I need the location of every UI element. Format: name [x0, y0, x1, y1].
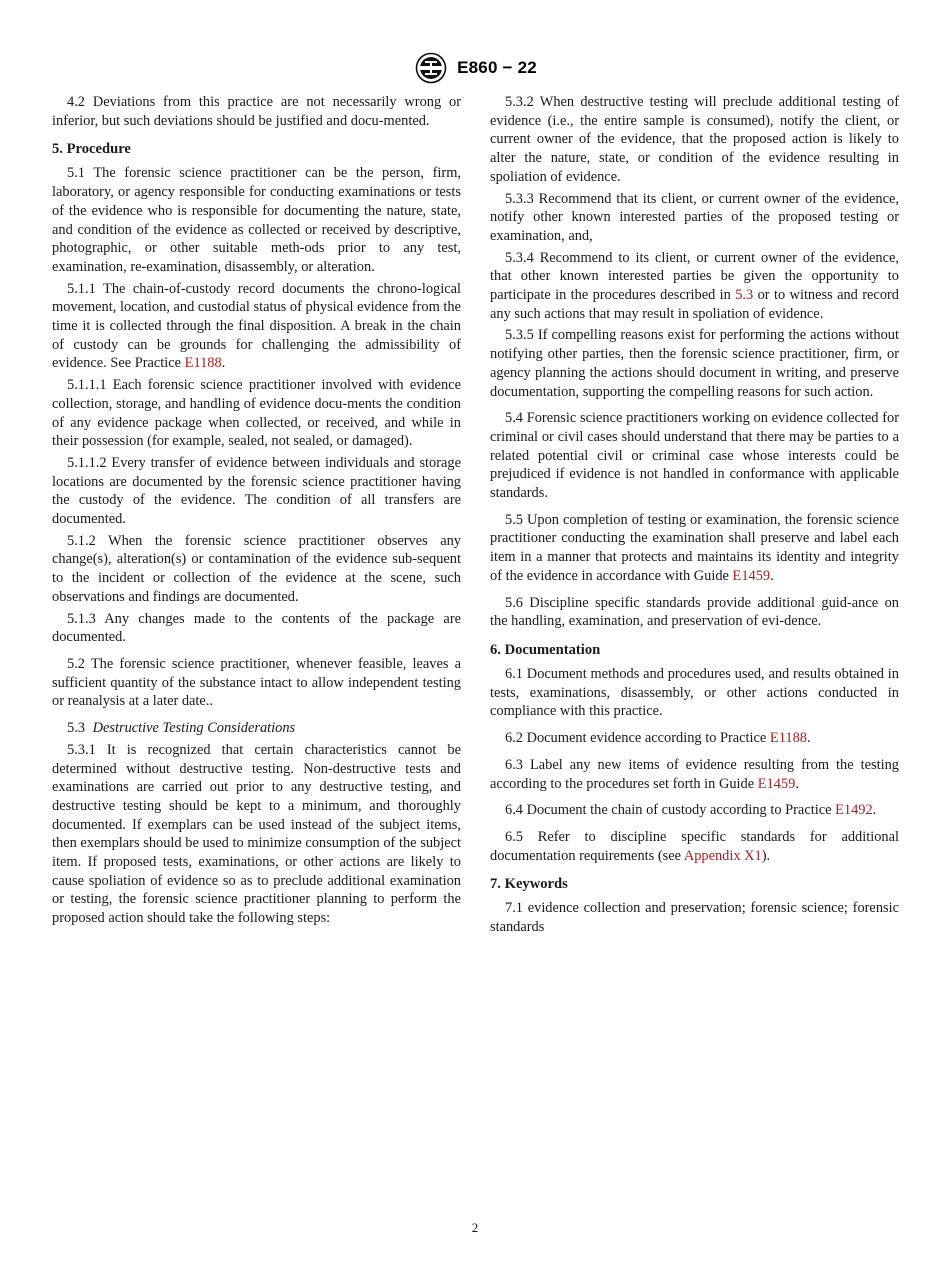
para-5-1-1: 5.1.1 The chain-of-custody record documents the chrono-logical movement, location, and custodial status of physical evidence from the time it is collected through the final disposition. A break in the chain of custody can be grounds for challenging the admissibility of evidence. See Practice E1188. [52, 280, 461, 372]
right-column [490, 93, 899, 940]
para-5-3-4-text-a: 5.3.4 Recommend to its client, or current owner of the evidence, that other known interested parties be given the opportunity to participate in the procedures described in [490, 249, 899, 304]
para-5-3-1: 5.3.1 It is recognized that certain characteristics cannot be determined without destructive testing. Non-destructive tests and examinations are carried out prior to any destructive testing, and destructive testing should be kept to a minimum, and thoroughly documented. If exemplars can be used instead of the subject items, then exemplars should be used to minimize consumption of the subject item. If proposed tests, examinations, or other actions are likely to cause spoliation of evidence so as to preclude additional examination or testing, the forensic science practitioner planning to perform the proposed action should take the following steps: [52, 741, 461, 927]
para-5-1-2: 5.1.2 When the forensic science practitioner observes any change(s), alteration(s) or contamination of the evidence sub-sequent to the incident or collection of the evidence at the scene, such observations and findings are documented. [52, 532, 461, 605]
para-6-2: 6.2 Document evidence according to Practice E1188. [505, 730, 811, 747]
para-5-4: 5.4 Forensic science practitioners working on evidence collected for criminal or civil cases should understand that there may be parties to a related potential civil or criminal case whose interests could be prejudiced if evidence is not handled in conformance with applicable standards. [490, 410, 899, 502]
para-5-1-3: 5.1.3 Any changes made to the contents of the package are documented. [52, 610, 461, 646]
para-6-4: 6.4 Document the chain of custody according to Practice E1492. [505, 802, 877, 819]
para-6-1: 6.1 Document methods and procedures used, and results obtained in tests, examinations, disassembly, or other actions conducted in compliance with this practice. [490, 665, 899, 720]
para-5-1-1-text: 5.1.1 The chain-of-custody record documents the chrono-logical movement, location, and custodial status of physical evidence from the time it is collected through the final disposition. A break in the chain of custody can be grounds for challenging the admissibility of evidence. See Practice [52, 280, 461, 372]
para-5-3-3: 5.3.3 Recommend that its client, or current owner of the evidence, notify other known interested parties of the proposed testing or examination, and, [490, 190, 899, 244]
link-e1459-2[interactable]: E1459 [757, 775, 796, 792]
document-id: E860 − 22 [457, 58, 537, 77]
link-5-3[interactable]: 5.3 [735, 287, 754, 304]
link-appendix-x1[interactable]: Appendix X1 [683, 847, 762, 864]
para-5-5-text: 5.5 Upon completion of testing or examination, the forensic science practitioner conducting the examination shall preserve and label each item in a manner that protects and maintains its identity and integrity of the evidence in accordance with Guide [490, 511, 899, 584]
link-e1188[interactable]: E1188 [184, 355, 222, 372]
astm-logo-icon [413, 52, 449, 84]
para-4-2: 4.2 Deviations from this practice are not necessarily wrong or inferior, but such deviations should be justified and docu-mented. [52, 94, 461, 129]
para-6-5-text-a: 6.5 Refer to discipline specific standards for additional documentation requirements (see [490, 828, 899, 864]
para-5-1-1-1: 5.1.1.1 Each forensic science practitioner involved with evidence collection, storage, and handling of evidence docu-ments the condition of any evidence package when collected, or received, and while in their possession (for example, sealed, not sealed, or damaged). [52, 377, 461, 450]
link-e1459[interactable]: E1459 [732, 567, 771, 584]
page-header [0, 52, 950, 84]
para-5-1: 5.1 The forensic science practitioner can be the person, firm, laboratory, or agency responsible for conducting examinations or tests of the evidence who is responsible for documenting the nature, state, and condition of the evidence as collected or received by descriptive, photographic, or other suitable meth-ods prior to any test, examination, re-examination, disassembly, or alteration. [52, 165, 461, 275]
para-5-2: 5.2 The forensic science practitioner, whenever feasible, leaves a sufficient quantity of the substance intact to allow independent testing or reanalysis at a later date.. [52, 655, 461, 710]
para-5-3-4-text-b: or to witness and record any such actions that may result in spoliation of evidence. [490, 287, 900, 322]
para-7-1: 7.1 evidence collection and preservation; forensic science; forensic standards [490, 900, 899, 936]
para-5-3-5: 5.3.5 If compelling reasons exist for performing the actions without notifying other parties, then the forensic science practitioner, firm, or agency planning the actions should document in writing, and preserve documentation, supporting the compelling reasons for such action. [490, 327, 899, 400]
para-6-3-text: 6.3 Label any new items of evidence resulting from the testing according to the procedures set forth in Guide [490, 756, 899, 792]
para-6-5 [490, 828, 899, 865]
page-number: 2 [471, 1220, 479, 1235]
left-column [52, 93, 461, 931]
para-6-3: 6.3 Label any new items of evidence resulting from the testing according to the procedures set forth in Guide E1459. [490, 756, 899, 792]
para-5-3-title: Destructive Testing Considerations [92, 720, 296, 737]
heading-documentation: 6. Documentation [490, 641, 601, 658]
para-5-6: 5.6 Discipline specific standards provide additional guid-ance on the handling, examination, and preservation of evi-dence. [490, 594, 899, 630]
link-e1188-2[interactable]: E1188 [769, 730, 807, 747]
para-5-1-1-2: 5.1.1.2 Every transfer of evidence between individuals and storage locations are documented by the forensic science practitioner having the custody of the evidence. The condition of all transfers are documented. [52, 454, 461, 528]
heading-keywords: 7. Keywords [490, 876, 568, 893]
para-6-4-text: 6.4 Document the chain of custody according to Practice [505, 802, 836, 819]
link-e1492[interactable]: E1492 [835, 802, 873, 819]
para-6-2-text: 6.2 Document evidence according to Practice [505, 730, 770, 747]
para-5-3-2: 5.3.2 When destructive testing will preclude additional testing of evidence (i.e., the entire sample is consumed), notify the client, or current owner of the evidence, that the proposed action is likely to alter the nature, state, or condition of the evidence resulting in spoliation of evidence. [490, 94, 899, 185]
heading-procedure: 5. Procedure [52, 141, 131, 158]
para-5-3 [52, 719, 461, 738]
para-5-5: 5.5 Upon completion of testing or examination, the forensic science practitioner conducting the examination shall preserve and label each item in a manner that protects and maintains its identity and integrity of the evidence in accordance with Guide E1459. [490, 511, 899, 584]
para-5-3-number: 5.3 [67, 720, 85, 737]
para-5-3-4 [490, 249, 899, 324]
para-6-5-text-b: ). [761, 847, 771, 864]
